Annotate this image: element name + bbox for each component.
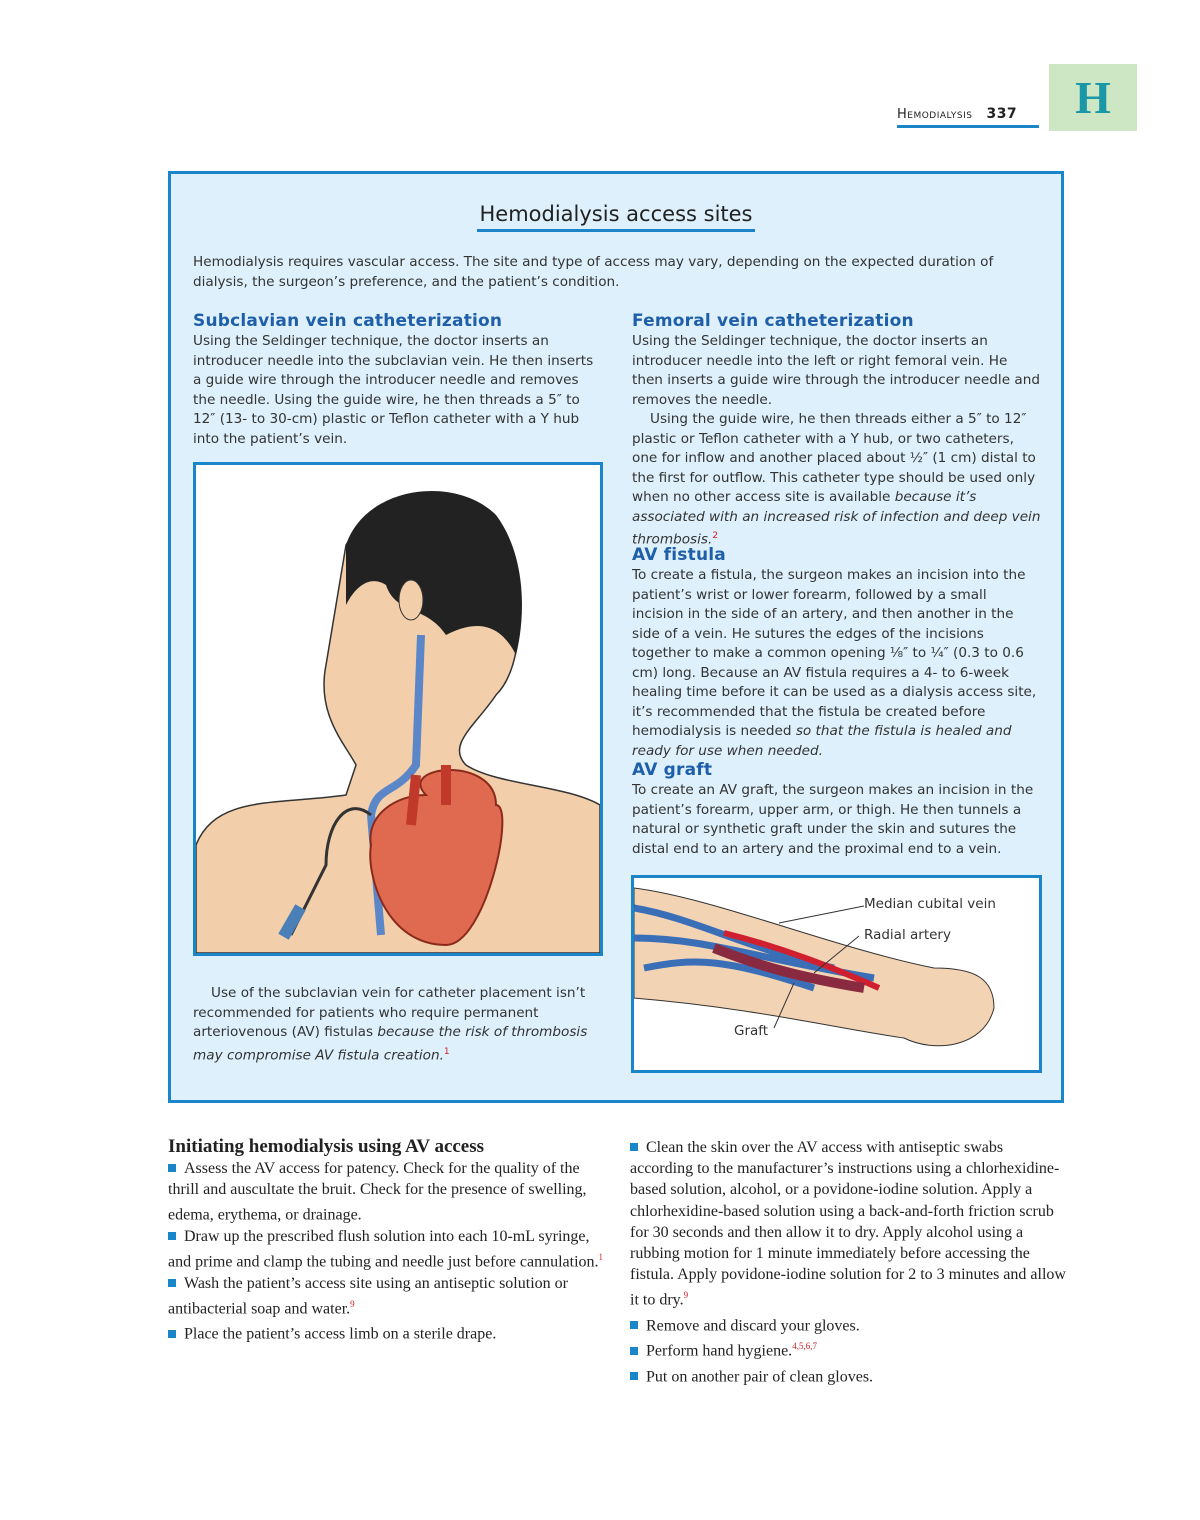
box-title: Hemodialysis access sites	[171, 202, 1061, 226]
reference: 1	[598, 1252, 604, 1263]
access-sites-box	[168, 171, 1064, 1103]
procedure-step	[168, 1273, 604, 1320]
subclavian-text: Using the Seldinger technique, the doctor inserts an introducer needle into the subclavian vein. He then inserts a guide wire through the introducer needle and removes the needle. Using the guide wire, he then threads a 5″ to 12″ (13- to 30-cm) plastic or Teflon catheter with a Y hub into the patient’s vein.	[193, 333, 594, 447]
fistula-section	[632, 544, 1042, 761]
procedure-step	[168, 1319, 604, 1345]
procedure-step	[630, 1336, 1066, 1362]
bullet-icon	[630, 1347, 638, 1355]
femoral-text-1: Using the Seldinger technique, the doctor inserts an introducer needle into the left or right femoral vein. He then inserts a guide wire through the introducer needle and removes the needle.	[632, 333, 1040, 408]
step-text: Clean the skin over the AV access with antiseptic swabs according to the manufacturer’s instructions using a chlorhexidine-based solution, alcohol, or a povidone-iodine solution. Apply a chlorhexidine-based solution using a back-and-forth friction scrub for 30 seconds and then allow it to dry. Apply alcohol using a rubbing motion for 1 minute immediately before accessing the fistula. Apply povidone-iodine solution for 2 to 3 minutes and allow it to dry.	[630, 1139, 1066, 1309]
femoral-section	[632, 310, 1042, 550]
step-text: Put on another pair of clean gloves.	[646, 1368, 874, 1386]
graft-heading: AV graft	[632, 760, 713, 780]
label-radial-artery: Radial artery	[864, 927, 951, 943]
procedure-step	[630, 1311, 1066, 1337]
label-graft: Graft	[734, 1023, 769, 1039]
procedure-left-column	[168, 1136, 604, 1345]
bullet-icon	[168, 1279, 176, 1287]
step-text: Place the patient’s access limb on a sterile drape.	[184, 1325, 497, 1343]
page-number: 337	[986, 106, 1018, 122]
label-median-cubital-vein: Median cubital vein	[864, 896, 996, 912]
subclavian-section	[193, 310, 603, 449]
graft-text: To create an AV graft, the surgeon makes an incision in the patient’s forearm, upper arm, or thigh. He then tunnels a natural or synthetic graft under the skin and sutures the distal end to an artery and the proximal end to a vein.	[632, 782, 1034, 857]
procedure-right-column	[630, 1137, 1066, 1388]
bullet-icon	[630, 1372, 638, 1380]
bullet-icon	[168, 1164, 176, 1172]
femoral-text-2: Using the guide wire, he then threads either a 5″ to 12″ plastic or Teflon catheter with a Y hub, or two catheters, one for inflow and another placed about ½″ (1 cm) distal to the first for outflow. This catheter type should be used only when no other access site is available because it’s associated with an increased risk of infection and deep vein thrombosis.$^2$	[632, 411, 1041, 548]
section-tab: H	[1049, 64, 1137, 131]
procedure-step	[168, 1226, 604, 1273]
procedure-step	[630, 1362, 1066, 1388]
reference: 9	[683, 1290, 689, 1301]
procedure-heading: Initiating hemodialysis using AV access	[168, 1136, 485, 1157]
step-text: Assess the AV access for patency. Check for the quality of the thrill and auscultate the bruit. Check for the presence of swelling, edema, erythema, or drainage.	[168, 1160, 587, 1224]
step-text: Wash the patient’s access site using an antiseptic solution or antibacterial soap and water.	[168, 1274, 568, 1318]
reference: 4,5,6,7	[792, 1341, 817, 1352]
subclavian-illustration	[193, 462, 603, 956]
step-text: Remove and discard your gloves.	[646, 1317, 860, 1335]
fistula-heading: AV fistula	[632, 545, 726, 565]
step-text: Draw up the prescribed flush solution into each 10-mL syringe, and prime and clamp the tubing and needle just before cannulation.	[168, 1227, 599, 1271]
femoral-heading: Femoral vein catheterization	[632, 311, 914, 331]
procedure-step	[630, 1137, 1066, 1311]
bullet-icon	[168, 1330, 176, 1338]
graft-section	[632, 759, 1042, 859]
running-header	[897, 106, 1039, 128]
reference: 9	[350, 1298, 355, 1309]
fistula-text: To create a fistula, the surgeon makes an incision into the patient’s wrist or lower forearm, followed by a small incision in the side of an artery, and then another in the side of a vein. He sutures the edges of the incisions together to make a common opening ⅛″ to ¼″ (0.3 to 0.6 cm) long. Because an AV fistula requires a 4- to 6-week healing time before it can be used as a dialysis access site, it’s recommended that the fistula be created before hemodialysis is needed so that the fistula is healed and ready for use when needed.	[632, 567, 1037, 759]
bullet-icon	[630, 1143, 638, 1151]
av-graft-illustration	[631, 875, 1042, 1073]
bullet-icon	[168, 1232, 176, 1240]
step-text: Perform hand hygiene.	[646, 1342, 793, 1360]
bullet-icon	[630, 1321, 638, 1329]
subclavian-caption: Use of the subclavian vein for catheter placement isn’t recommended for patients who require permanent arteriovenous (AV) fistulas because the risk of thrombosis may compromise AV fistula creation.$^1$	[193, 985, 588, 1064]
section-name: Hemodialysis	[897, 107, 973, 122]
intro-text: Hemodialysis requires vascular access. The site and type of access may vary, depending on the expected duration of dialysis, the surgeon’s preference, and the patient’s condition.	[193, 254, 994, 290]
subclavian-heading: Subclavian vein catheterization	[193, 311, 503, 331]
procedure-step	[168, 1158, 604, 1226]
